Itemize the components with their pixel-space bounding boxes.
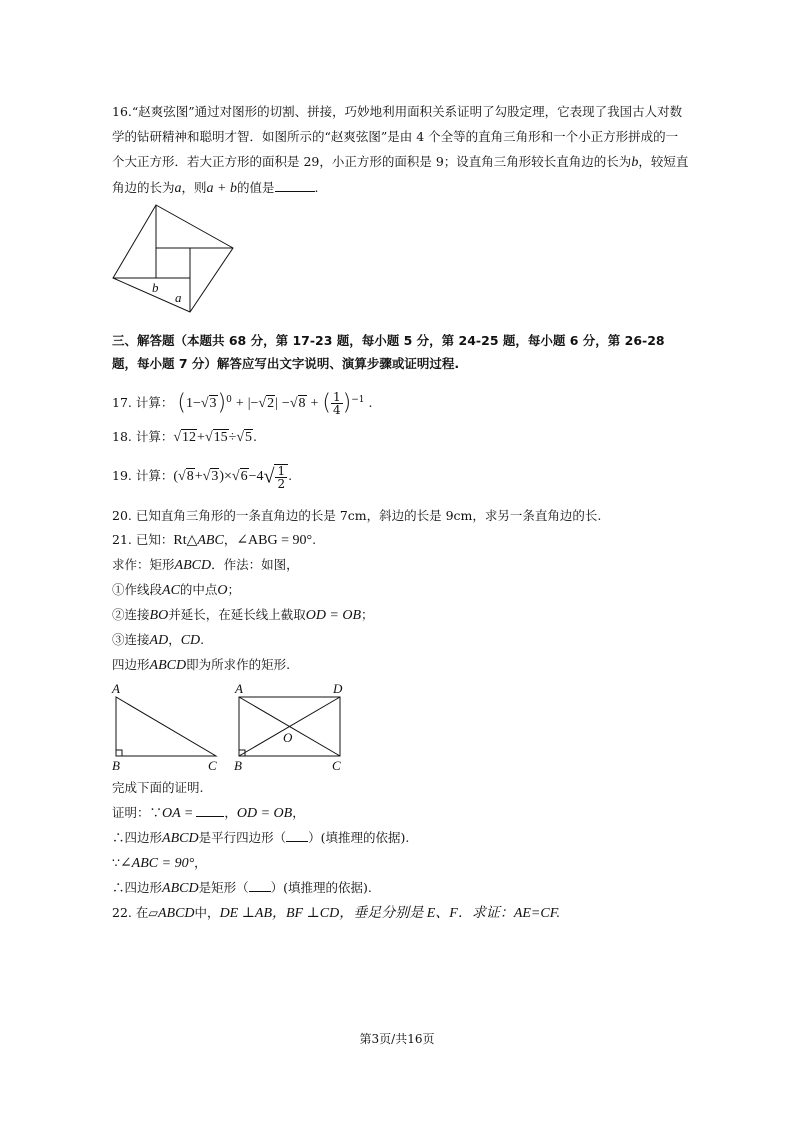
triangle-figure [108, 680, 228, 775]
q16-line-2: 学的钻研精神和聪明才智．如图所示的“赵爽弦图”是由 4 个全等的直角三角形和一个小正方形拼成的一 [112, 129, 679, 144]
q19-fraction: $\frac{1}{2}$ [274, 464, 288, 490]
fig2-label-a: A [235, 681, 243, 696]
fig2-label-o: O [283, 730, 293, 745]
section3-title-line-2: 题，每小题 7 分）解答应写出文字说明、演算步骤或证明过程. [112, 356, 460, 371]
q16-line-4: 角边的长为a，则a + b的值是 . [112, 180, 319, 196]
q16-line-1: 16.“赵爽弦图”通过对图形的切割、拼接，巧妙地利用面积关系证明了勾股定理，它表现了我国古人对数 [112, 104, 683, 119]
var-a: a [174, 181, 182, 196]
q21-complete: 完成下面的证明. [112, 780, 204, 795]
section3-title-line-1: 三、解答题（本题共 68 分，第 17-23 题，每小题 5 分，第 24-25 题，每小题 6 分，第 26-28 [112, 333, 665, 348]
triangle-abc [116, 697, 216, 756]
parallelogram-symbol: ▱ [148, 905, 158, 920]
fig2-label-c: C [332, 758, 341, 773]
proof-blank-2 [286, 829, 308, 842]
page-footer: 第3页/共16页 [359, 1032, 435, 1046]
rectangle-figure [230, 680, 355, 775]
q22: 22. 在▱ABCD中，DE ⊥AB，BF ⊥CD，垂足分别是 E、F．求证：AE=CF. [112, 905, 560, 921]
q21-step-3: ③连接AD，CD. [112, 632, 205, 648]
q21-line-2: 求作：矩形ABCD．作法：如图， [112, 557, 299, 573]
q16-line-3: 个大正方形．若大正方形的面积是 29，小正方形的面积是 9；设直角三角形较长直角边的长为b，较短直 [112, 154, 689, 170]
q21-proof-3: ∵∠ABC = 90°， [112, 855, 207, 871]
fig1-label-c: C [208, 758, 217, 773]
right-angle-mark [116, 750, 122, 756]
q17: 17. 计算： $(1-√3)^0 + |-√2| -√8$ + ( $\frac{1}{4}$ )$^{-1}$ . [112, 390, 373, 418]
zhao-shuang-diagram [108, 200, 238, 320]
proof-blank-1 [196, 804, 224, 817]
outer-square [113, 205, 233, 312]
q21-step-1: ①作线段AC的中点O； [112, 582, 241, 598]
label-a: a [175, 290, 182, 305]
fig2-label-b: B [234, 758, 242, 773]
expr-a-plus-b: a + b [206, 181, 237, 196]
fig2-label-d: D [333, 681, 343, 696]
fig1-label-a: A [112, 681, 120, 696]
q21-line-1: 21. 已知：Rt△ABC，∠ABG = 90°. [112, 532, 317, 548]
q20: 20. 已知直角三角形的一条直角边的长是 7cm，斜边的长是 9cm，求另一条直角边的长. [112, 508, 602, 523]
q21-result: 四边形ABCD即为所求作的矩形. [112, 657, 291, 673]
q21-step-2: ②连接BO并延长，在延长线上截取OD = OB； [112, 607, 374, 623]
answer-blank [275, 179, 315, 192]
q17-fraction: $\frac{1}{4}$ [332, 390, 341, 418]
q21-proof-4: ∴四边形ABCD是矩形（ ）(填推理的依据). [112, 880, 372, 896]
q19: 19. 计算：(√8+√3)×√6−4√ $\frac{1}{2}$ . [112, 463, 293, 491]
fig1-label-b: B [112, 758, 120, 773]
q18: 18. 计算：√12+√15÷√5. [112, 429, 257, 445]
q21-proof-2: ∴四边形ABCD是平行四边形（ ）(填推理的依据). [112, 830, 410, 846]
q21-proof-1: 证明：∵OA = ，OD = OB， [112, 805, 305, 821]
proof-blank-3 [249, 879, 271, 892]
var-b: b [631, 155, 639, 170]
label-b: b [152, 280, 159, 295]
